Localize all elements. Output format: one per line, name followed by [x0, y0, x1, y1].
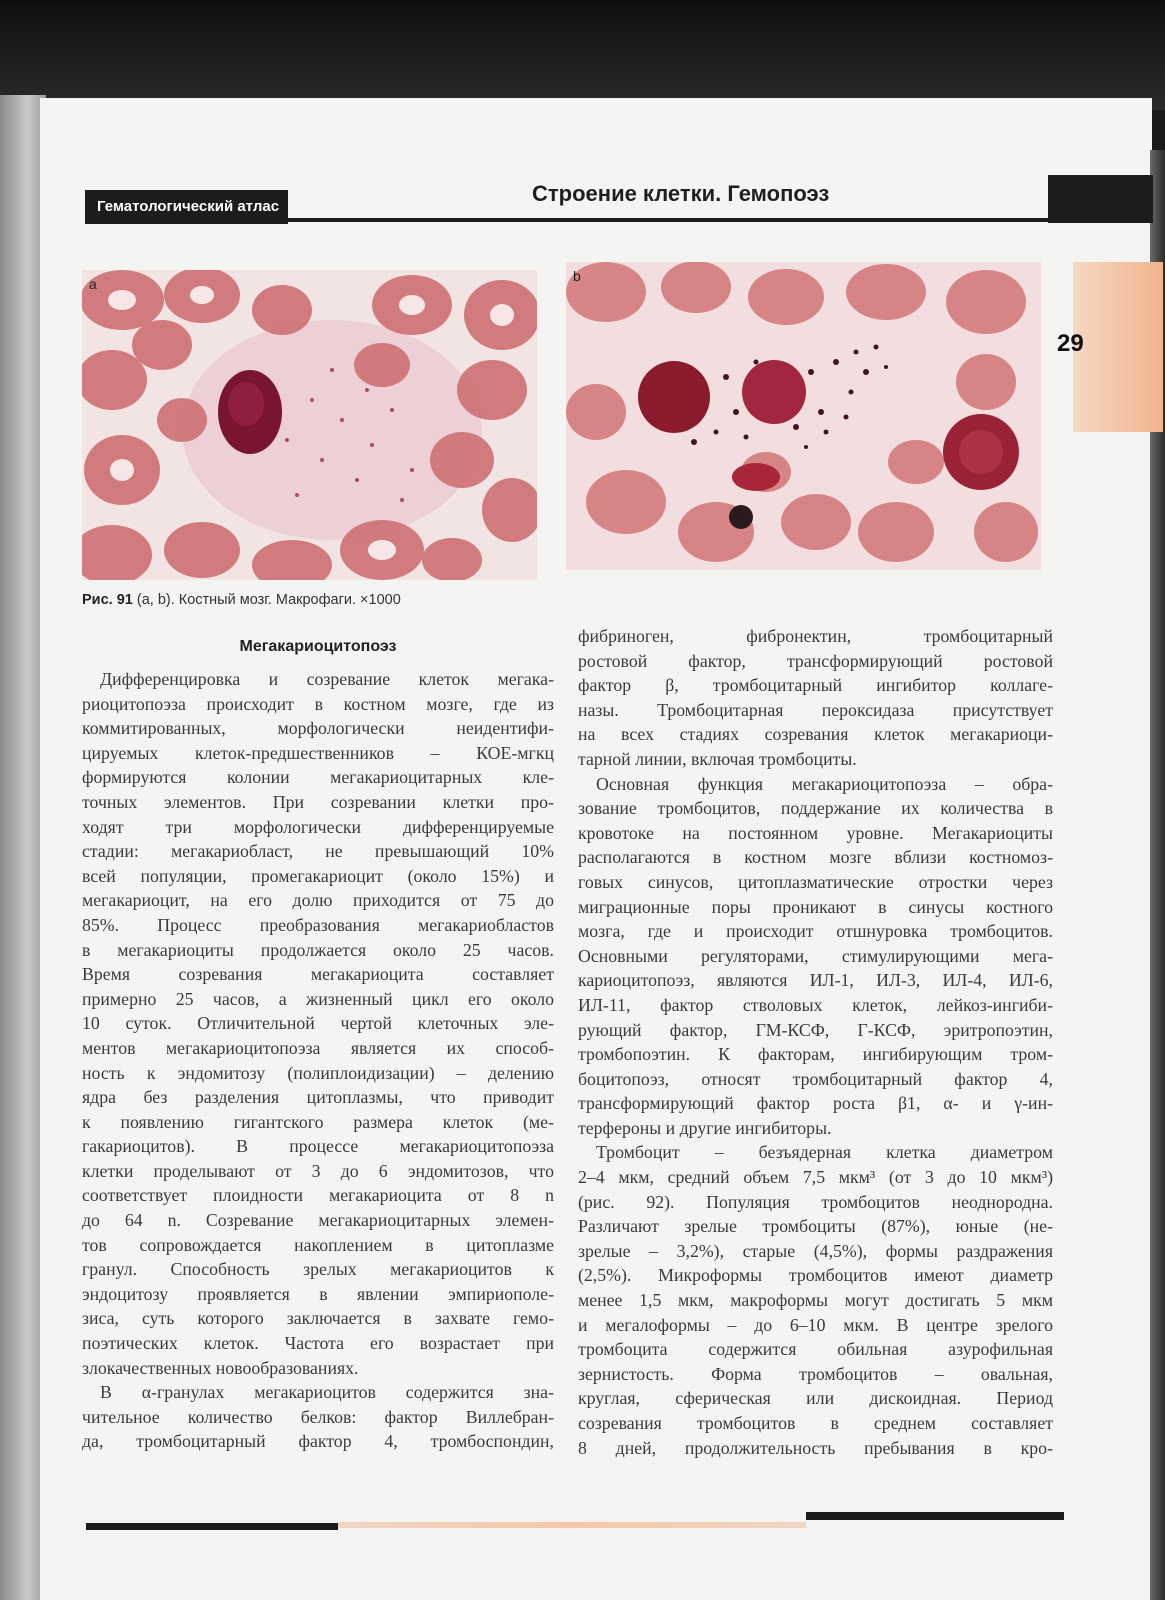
micrograph-a [82, 270, 537, 580]
text-line: фактор β, тромбоцитарный ингибитор коллаге- [578, 675, 1053, 696]
page-number: 29 [1057, 330, 1084, 357]
text-line: говых синусов, цитоплазматические отростки через [578, 871, 1053, 892]
text-line: и мегалоформы – до 6–10 мкм. В центре зрелого [578, 1314, 1053, 1335]
text-line: ментов мегакариоцитопоэза является их способ- [82, 1037, 554, 1058]
text-line: злокачественных новообразованиях. [82, 1357, 359, 1378]
text-line: 2–4 мкм, средний объем 7,5 мкм³ (от 3 до 10 мкм³) [578, 1167, 1053, 1188]
text-line: боцитопоэз, относят тромбоцитарный фактор 4, [578, 1068, 1053, 1089]
text-line: терфероны и другие ингибиторы. [578, 1117, 832, 1138]
text-line: поэтических клеток. Частота его возрастает при [82, 1333, 554, 1354]
running-header-chapter-title: Строение клетки. Гемопоэз [532, 181, 830, 206]
text-line: Различают зрелые тромбоциты (87%), юные (не- [578, 1216, 1053, 1237]
text-line: гакариоцитов). В процессе мегакариоцитопоэза [82, 1136, 554, 1157]
text-line: миграционные поры проникают в синусы костного [578, 896, 1053, 917]
text-line: (2,5%). Микроформы тромбоцитов имеют диаметр [578, 1265, 1053, 1286]
text-line: тромбоцита содержится обильная азурофильная [578, 1339, 1053, 1360]
figure-caption [82, 592, 401, 608]
text-line: Время созревания мегакариоцита составляет [82, 964, 554, 985]
text-line: мозга, где и происходит отшнуровка тромбоцитов. [578, 921, 1053, 942]
text-line: соответствует плоидности мегакариоцита от 8 n [82, 1185, 554, 1206]
footer-rule-right [806, 1512, 1064, 1520]
text-line: примерно 25 часов, а жизненный цикл его около [82, 988, 554, 1009]
text-line: (рис. 92). Популяция тромбоцитов неоднородна. [578, 1191, 1053, 1212]
text-line: трансформирующий фактор роста β1, α- и γ-ин- [578, 1093, 1053, 1114]
footer-rule-middle [338, 1522, 806, 1528]
text-line: 10 суток. Отличительной чертой клеточных эле- [82, 1013, 554, 1034]
text-line: менее 1,5 мкм, макроформы могут достигать 5 мкм [578, 1290, 1053, 1311]
running-header-book-title: Гематологический атлас [85, 190, 288, 224]
text-line: ростовой фактор, трансформирующий ростовой [578, 650, 1053, 671]
text-line: стадии: мегакариобласт, не превышающий 10% [82, 841, 554, 862]
text-line: ность к эндомитозу (полиплоидизации) – делению [82, 1062, 554, 1083]
text-line: в мегакариоциты продолжается около 25 часов. [82, 939, 554, 960]
text-line: цируемых клеток-предшественников – КОЕ-мгкц [82, 742, 554, 763]
text-line: клетки проделывают от 3 до 6 эндомитозов, что [82, 1160, 554, 1181]
text-line: точных элементов. При созревании клетки про- [82, 791, 554, 812]
micrograph-b [566, 262, 1041, 570]
text-line: кариоцитопоэз, являются ИЛ-1, ИЛ-3, ИЛ-4, ИЛ-6, [578, 970, 1053, 991]
text-line: Основными регуляторами, стимулирующими мега- [578, 945, 1053, 966]
panel-label-a: a [89, 276, 97, 292]
text-line: коммитированных, морфологически неидентифи- [82, 718, 554, 739]
text-line: риоцитопоэза происходит в костном мозге, где из [82, 693, 554, 714]
text-line: В α-гранулах мегакариоцитов содержится зна- [100, 1382, 554, 1403]
text-line: формируются колонии мегакариоцитарных кле- [82, 767, 554, 788]
text-line: располагаются в костном мозге вблизи костномоз- [578, 847, 1053, 868]
text-line: на всех стадиях созревания клеток мегакариоци- [578, 724, 1053, 745]
text-line: созревания тромбоцитов в среднем составляет [578, 1413, 1053, 1433]
text-line: Дифференцировка и созревание клеток мегака- [100, 669, 554, 689]
text-line: Основная функция мегакариоцитопоэза – обра- [596, 773, 1053, 794]
text-line: ядра без разделения цитоплазмы, что приводит [82, 1087, 554, 1108]
text-line: 85%. Процесс преобразования мегакариобластов [82, 914, 554, 935]
text-line: рующий фактор, ГМ-КСФ, Г-КСФ, эритропоэтин, [578, 1019, 1053, 1040]
text-line: кровотоке на постоянном уровне. Мегакариоциты [578, 822, 1053, 843]
text-line: зрелые – 3,2%), старые (4,5%), формы раздражения [578, 1240, 1053, 1261]
text-line: зиса, суть которого заключается в захвате гемо- [82, 1308, 554, 1329]
micrograph-a-image [82, 270, 537, 580]
text-line: всей популяции, промегакариоцит (около 15%) и [82, 865, 554, 886]
text-line: ИЛ-11, фактор стволовых клеток, лейкоз-ингиби- [578, 994, 1053, 1015]
text-line: гранул. Способность зрелых мегакариоцитов к [82, 1259, 554, 1280]
text-column-right [578, 624, 1053, 1460]
text-line: тромбопоэтин. К факторам, ингибирующим тром- [578, 1044, 1053, 1065]
background-dark-top [0, 0, 1165, 110]
text-line: зование тромбоцитов, поддержание их количества в [578, 798, 1053, 819]
section-title: Мегакариоцитопоэз [239, 638, 397, 655]
text-line: 8 дней, продолжительность пребывания в кро- [578, 1437, 1053, 1458]
text-line: фибриноген, фибронектин, тромбоцитарный [578, 626, 1053, 646]
text-line: к появлению гигантского размера клеток (ме- [82, 1111, 554, 1132]
figure-caption-number: Рис. 91 [82, 592, 133, 608]
header-rule [288, 218, 1048, 222]
panel-label-b: b [573, 268, 581, 284]
footer-rule-left [86, 1523, 338, 1530]
text-line: тарной линии, включая тромбоциты. [578, 748, 857, 769]
chapter-side-band [1073, 262, 1163, 432]
text-line: тов сопровождается накоплением в цитоплазме [82, 1234, 554, 1255]
text-line: эндоцитозу проявляется в явлении эмпириополе- [82, 1283, 554, 1304]
text-line: мегакариоцит, на его долю приходится от 75 до [82, 890, 554, 911]
header-tab-block [1048, 175, 1153, 223]
text-column-left [82, 667, 554, 1454]
text-line: ходят три морфологически дифференцируемые [82, 816, 554, 837]
text-line: да, тромбоцитарный фактор 4, тромбоспондин, [82, 1431, 554, 1452]
text-line: круглая, сферическая или дискоидная. Период [578, 1388, 1053, 1409]
text-line: Тромбоцит – безъядерная клетка диаметром [596, 1142, 1053, 1163]
micrograph-b-image [566, 262, 1041, 570]
text-line: чительное количество белков: фактор Виллебран- [82, 1406, 554, 1427]
text-line: зернистость. Форма тромбоцитов – овальная, [578, 1363, 1053, 1384]
text-line: назы. Тромбоцитарная пероксидаза присутствует [578, 699, 1053, 720]
text-line: до 64 n. Созревание мегакариоцитарных элемен- [82, 1210, 554, 1231]
figure-caption-text: (a, b). Костный мозг. Макрофаги. ×1000 [132, 592, 401, 608]
